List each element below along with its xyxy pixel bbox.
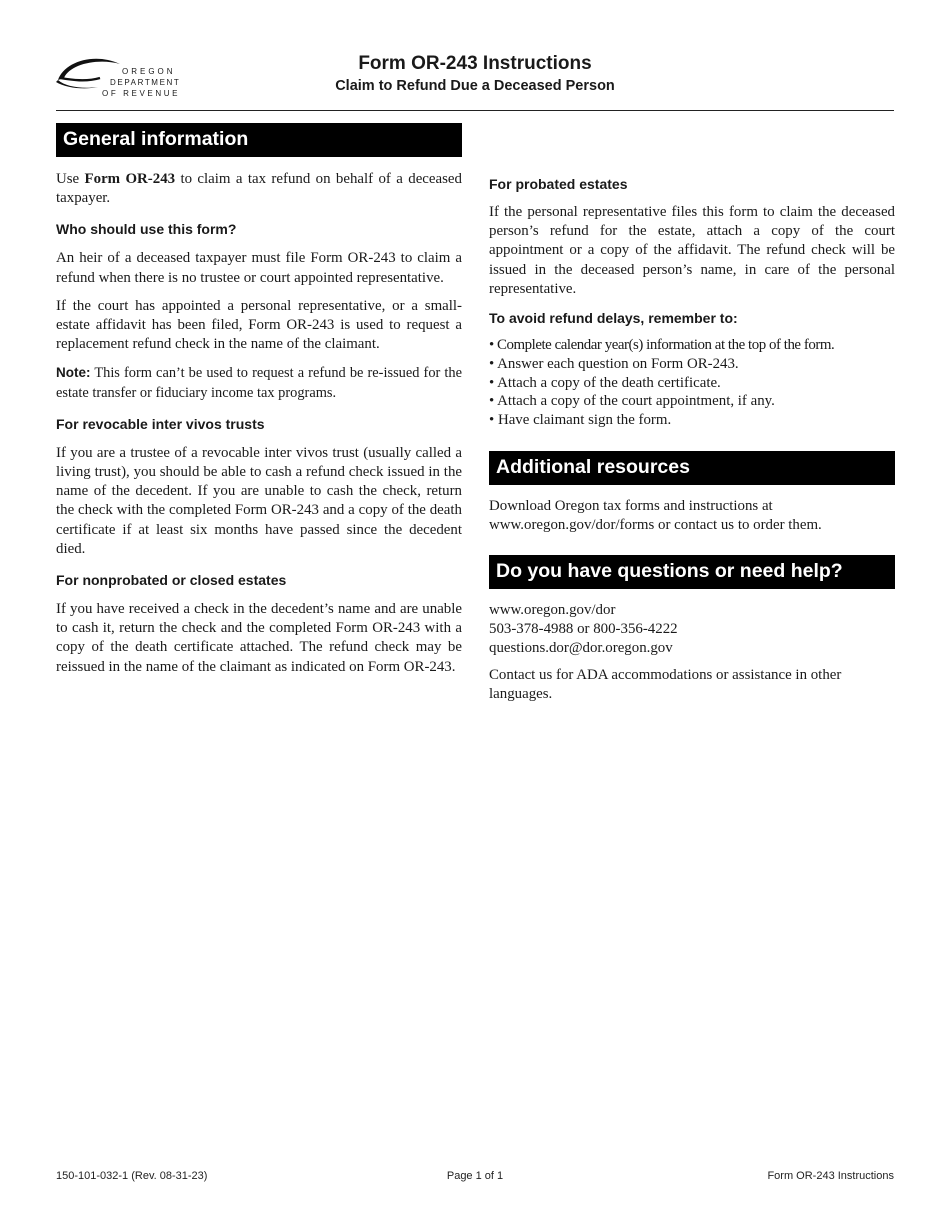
contact-website: www.oregon.gov/dor	[489, 602, 616, 619]
who-paragraph-2: If the court has appointed a personal representative, or a small-estate affidavit has been filed, Form OR-243 is used to request a replacement refund check in the name of the claimant.	[56, 297, 462, 353]
who-paragraph-1: An heir of a deceased taxpayer must file Form OR-243 to claim a refund when there is no trustee or court appointed representative.	[56, 250, 462, 286]
contact-phone: 503-378-4988 or 800-356-4222	[489, 621, 678, 637]
page-subtitle: Claim to Refund Due a Deceased Person	[335, 78, 615, 94]
page-title: Form OR-243 Instructions	[358, 53, 592, 74]
intro-paragraph	[56, 170, 462, 208]
revocable-trusts-paragraph: If you are a trustee of a revocable inter vivos trust (usually called a living trust), you should be able to cash a refund check issued in the name of the decedent. If you are unable to cash the check, return the check with the completed Form OR-243 and a copy of the death certificate if at least six months have passed since the decedent died.	[56, 444, 462, 557]
list-item-text: Attach a copy of the death certificate.	[497, 374, 721, 391]
logo-text-oregon: OREGON	[122, 67, 176, 76]
section-heading-general-information: General information	[56, 123, 462, 157]
note-label: Note:	[56, 365, 91, 381]
intro-form-name: Form OR-243	[84, 171, 176, 187]
list-item-text: Answer each question on Form OR-243.	[497, 355, 739, 372]
resources-paragraph: Download Oregon tax forms and instructions at www.oregon.gov/dor/forms or contact us to order them.	[489, 498, 822, 534]
nonprobated-heading: For nonprobated or closed estates	[56, 572, 287, 589]
list-item: • Answer each question on Form OR-243.	[489, 355, 739, 372]
right-column	[489, 127, 895, 705]
list-item: • Attach a copy of the court appointment, if any.	[489, 393, 775, 410]
list-item: • Attach a copy of the death certificate.	[489, 374, 721, 391]
footer-form-name: Form OR-243 Instructions	[767, 1170, 894, 1182]
intro-prefix: Use	[56, 171, 85, 187]
header-divider	[56, 110, 894, 111]
footer-page-number: Page 1 of 1	[446, 1170, 504, 1182]
list-item-text: Have claimant sign the form.	[497, 412, 672, 429]
intro-suffix: to claim a tax refund on behalf of a deceased taxpayer.	[56, 171, 462, 207]
list-item: • Have claimant sign the form.	[489, 412, 672, 429]
probated-heading: For probated estates	[489, 176, 628, 192]
who-should-use-heading: Who should use this form?	[56, 221, 237, 238]
contact-block	[489, 601, 895, 657]
logo-text-department: DEPARTMENT	[110, 78, 181, 87]
section-heading-additional-resources: Additional resources	[489, 451, 895, 485]
ada-paragraph: Contact us for ADA accommodations or assistance in other languages.	[489, 667, 842, 703]
contact-email: questions.dor@dor.oregon.gov	[489, 639, 673, 656]
logo-text-of-revenue: OF REVENUE	[102, 89, 181, 98]
list-item-text: Attach a copy of the court appointment, if any.	[497, 393, 775, 410]
note-paragraph	[56, 363, 462, 402]
delays-list	[489, 336, 895, 430]
delays-heading: To avoid refund delays, remember to:	[489, 310, 738, 327]
nonprobated-paragraph: If you have received a check in the decedent’s name and are unable to cash it, return the check and the completed Form OR-243 with a copy of the death certificate attached. The refund check may be reissued in the name of the claimant as indicated on Form OR-243.	[56, 601, 462, 675]
probated-paragraph: If the personal representative files this form to claim the deceased person’s refund for the estate, attach a copy of the court appointment or a copy of the affidavit. The refund check will be issued in the deceased person’s name, in care of the personal representative.	[489, 204, 895, 297]
list-item: • Complete calendar year(s) information at the top of the form.	[489, 337, 835, 354]
footer-form-number: 150-101-032-1 (Rev. 08-31-23)	[56, 1170, 208, 1182]
section-heading-help: Do you have questions or need help?	[489, 555, 895, 589]
note-text: This form can’t be used to request a refund be re-issued for the estate transfer or fiduciary income tax programs.	[56, 365, 462, 401]
revocable-trusts-heading: For revocable inter vivos trusts	[56, 415, 265, 432]
list-item-text: Complete calendar year(s) information at the top of the form.	[497, 337, 835, 354]
left-column	[56, 123, 462, 677]
